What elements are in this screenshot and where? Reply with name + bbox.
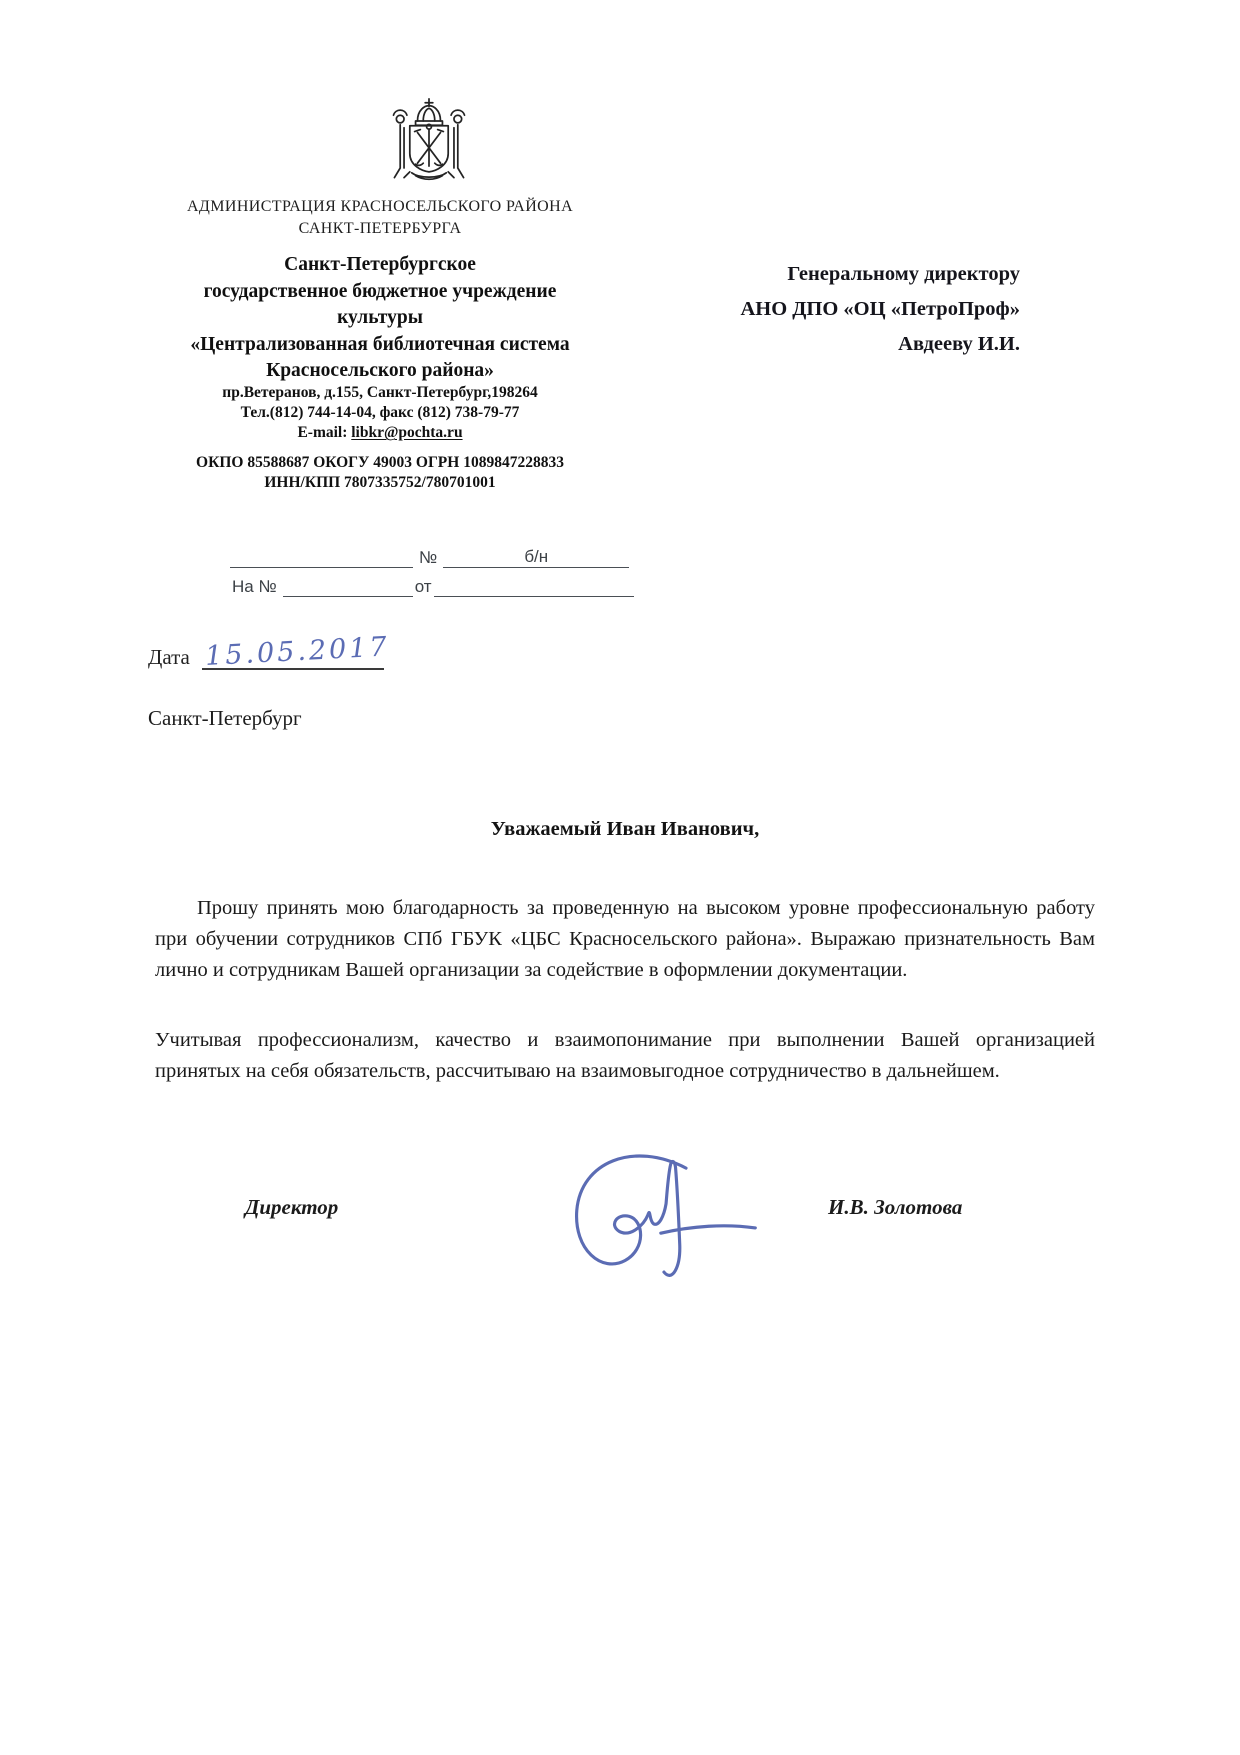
recipient-name: Авдееву И.И.: [898, 333, 1020, 355]
date-row: [148, 631, 391, 672]
reference-block: [230, 546, 670, 604]
recipient-block: [640, 257, 1020, 362]
saint-petersburg-coat-of-arms-svg: [380, 96, 478, 192]
date-blank-line: [202, 631, 391, 672]
issuing-authority: [130, 196, 630, 240]
email-line: [130, 423, 630, 443]
number-label: №: [419, 548, 438, 567]
organization-line-3: культуры: [337, 307, 423, 328]
coat-of-arms-icon: [380, 96, 478, 192]
recipient-position: Генеральному директору: [787, 263, 1020, 285]
phone-fax: Тел.(812) 744-14-04, факс (812) 738-79-77: [240, 404, 520, 421]
incoming-number-row: [230, 575, 670, 597]
outgoing-date-blank: [230, 546, 413, 568]
reply-to-label: На №: [232, 577, 277, 596]
incoming-number-blank: [283, 575, 413, 597]
handwritten-signature-icon: [560, 1145, 770, 1295]
email-label: E-mail:: [297, 424, 348, 441]
outgoing-number-row: [230, 546, 670, 568]
signature-row: [0, 1145, 1240, 1305]
authority-line-2: САНКТ-ПЕТЕРБУРГА: [298, 220, 462, 237]
body-paragraph-1: Прошу принять мою благодарность за проведенную на высоком уровне профессиональную работу при обучении сотрудников СПб ГБУК «ЦБС Красносельского района». Выражаю признательность Вам лично и сотрудникам Вашей организации за содействие в оформлении документации.: [155, 896, 1095, 981]
organization-line-1: Санкт-Петербургское: [284, 254, 476, 275]
organization-line-2: государственное бюджетное учреждение: [203, 280, 557, 302]
signer-title: Директор: [245, 1195, 339, 1219]
signature-svg: [560, 1145, 770, 1303]
organization-line-5: Красносельского района»: [266, 360, 494, 381]
city-line: Санкт-Петербург: [148, 706, 302, 730]
handwritten-date: 15.05.2017: [204, 631, 391, 672]
body-paragraph-2: Учитывая профессионализм, качество и взаимопонимание при выполнении Вашей организацией принятых на себя обязательств, рассчитываю на взаимовыгодное сотрудничество в дальнейшем.: [155, 1028, 1095, 1082]
date-label: Дата: [148, 645, 190, 669]
registry-codes: [120, 453, 640, 493]
signer-name: И.В. Золотова: [828, 1195, 963, 1219]
registry-line-1: ОКПО 85588687 ОКОГУ 49003 ОГРН 1089847228833: [196, 454, 564, 471]
outgoing-number-value: б/н: [443, 546, 629, 568]
authority-line-1: АДМИНИСТРАЦИЯ КРАСНОСЕЛЬСКОГО РАЙОНА: [186, 198, 574, 215]
reply-date-label: от: [414, 577, 432, 596]
organization-name: [118, 252, 642, 385]
organization-line-4: «Централизованная библиотечная система: [190, 333, 570, 355]
postal-address: пр.Ветеранов, д.155, Санкт-Петербург,198264: [222, 384, 538, 401]
salutation: Уважаемый Иван Иванович,: [490, 818, 760, 840]
recipient-organization: АНО ДПО «ОЦ «ПетроПроф»: [740, 298, 1020, 320]
incoming-date-blank: [434, 575, 634, 597]
contact-block: [130, 383, 630, 443]
registry-line-2: ИНН/КПП 7807335752/780701001: [264, 474, 496, 491]
email-address: libkr@pochta.ru: [351, 424, 463, 441]
